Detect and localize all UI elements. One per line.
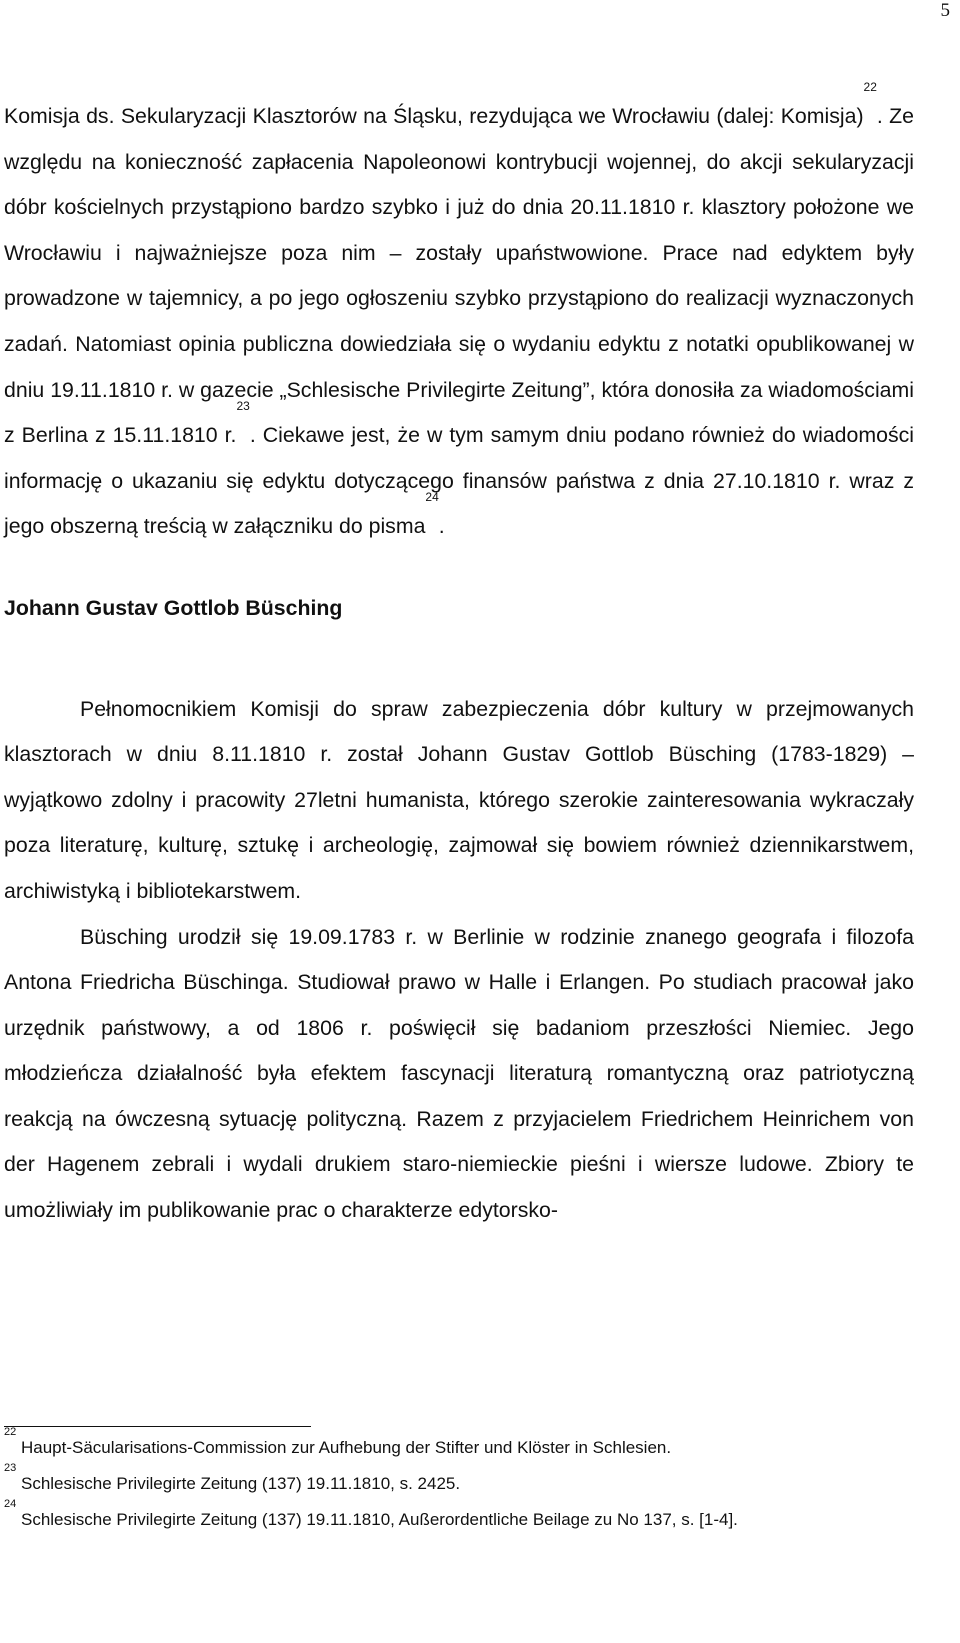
footnote-ref-24: 24 <box>425 490 439 505</box>
footnote-number: 22 <box>4 1426 17 1438</box>
footnote-22 <box>4 1426 884 1459</box>
footnote-separator <box>4 1426 311 1427</box>
intro-text-b: . Ze względu na konieczność zapłacenia Napoleonowi kontrybucji wojennej, do akcji sekularyzacji dóbr kościelnych przystąpiono bardzo szybko i już do dnia 20.11.1810 r. klasztory położone we Wrocławiu i najważniejsze poza nim – zostały upaństwowione. Prace nad edyktem były prowadzone w tajemnicy, a po jego ogłoszeniu szybko przystąpiono do realizacji wyznaczonych zadań. Natomiast opinia publiczna dowiedziała się o wydaniu edyktu z notatki opublikowanej w dniu 19.11.1810 r. w gazecie „Schlesische Privilegirte Zeitung”, która donosiła za wiadomościami z Berlina z 15.11.1810 r. <box>4 104 915 448</box>
footnote-text: Schlesische Privilegirte Zeitung (137) 19.11.1810, s. 2425. <box>20 1474 461 1493</box>
spacer <box>4 632 914 687</box>
footnote-number: 24 <box>4 1498 17 1510</box>
footnote-24 <box>4 1498 884 1531</box>
footnote-ref-22: 22 <box>863 80 877 94</box>
footnote-number: 23 <box>4 1462 17 1474</box>
paragraph-commission: Pełnomocnikiem Komisji do spraw zabezpieczenia dóbr kultury w przejmowanych klasztorach w dniu 8.11.1810 r. został Johann Gustav Gottlob Büsching (1783-1829) – wyjątkowo zdolny i pracowity 27letni humanista, którego szerokie zainteresowania wykraczały poza literaturę, kulturę, sztukę i archeologię, zajmował się bowiem również dziennikarstwem, archiwistyką i bibliotekarstwem. <box>4 696 914 903</box>
intro-text-d: . <box>438 514 445 539</box>
page-number: 5 <box>940 0 950 21</box>
section-heading: Johann Gustav Gottlob Büsching <box>4 595 343 620</box>
intro-text-c: . Ciekawe jest, że w tym samym dniu podano również do wiadomości informację o ukazaniu się edyktu dotyczącego finansów państwa z dnia 27.10.1810 r. wraz z jego obszerną treścią w załączniku do pisma <box>4 423 914 539</box>
footnote-23 <box>4 1462 884 1495</box>
main-text <box>4 80 915 1234</box>
footnote-text: Schlesische Privilegirte Zeitung (137) 19.11.1810, Außerordentliche Beilage zu No 137, s. [1-4]. <box>20 1510 738 1529</box>
footnote-ref-23: 23 <box>236 399 250 414</box>
footnote-text: Haupt-Säcularisations-Commission zur Aufhebung der Stifter und Klöster in Schlesien. <box>20 1438 672 1457</box>
intro-text-a: Komisja ds. Sekularyzacji Klasztorów na Śląsku, rezydująca we Wrocławiu (dalej: Komisja) <box>4 104 864 128</box>
footnotes <box>4 1426 884 1545</box>
paragraph-biography: Büsching urodził się 19.09.1783 r. w Berlinie w rodzinie znanego geografa i filozofa Antona Friedricha Büschinga. Studiował prawo w Halle i Erlangen. Po studiach pracował jako urzędnik państwowy, a od 1806 r. poświęcił się badaniom przeszłości Niemiec. Jego młodzieńcza działalność była efektem fascynacji literaturą romantyczną oraz patriotyczną reakcją na ówczesną sytuację polityczną. Razem z przyjacielem Friedrichem Heinrichem von der Hagenem zebrali i wydali drukiem staro-niemieckie pieśni i wiersze ludowe. Zbiory te umożliwiały im publikowanie prac o charakterze edytorsko- <box>4 924 914 1223</box>
intro-paragraph <box>4 80 915 550</box>
